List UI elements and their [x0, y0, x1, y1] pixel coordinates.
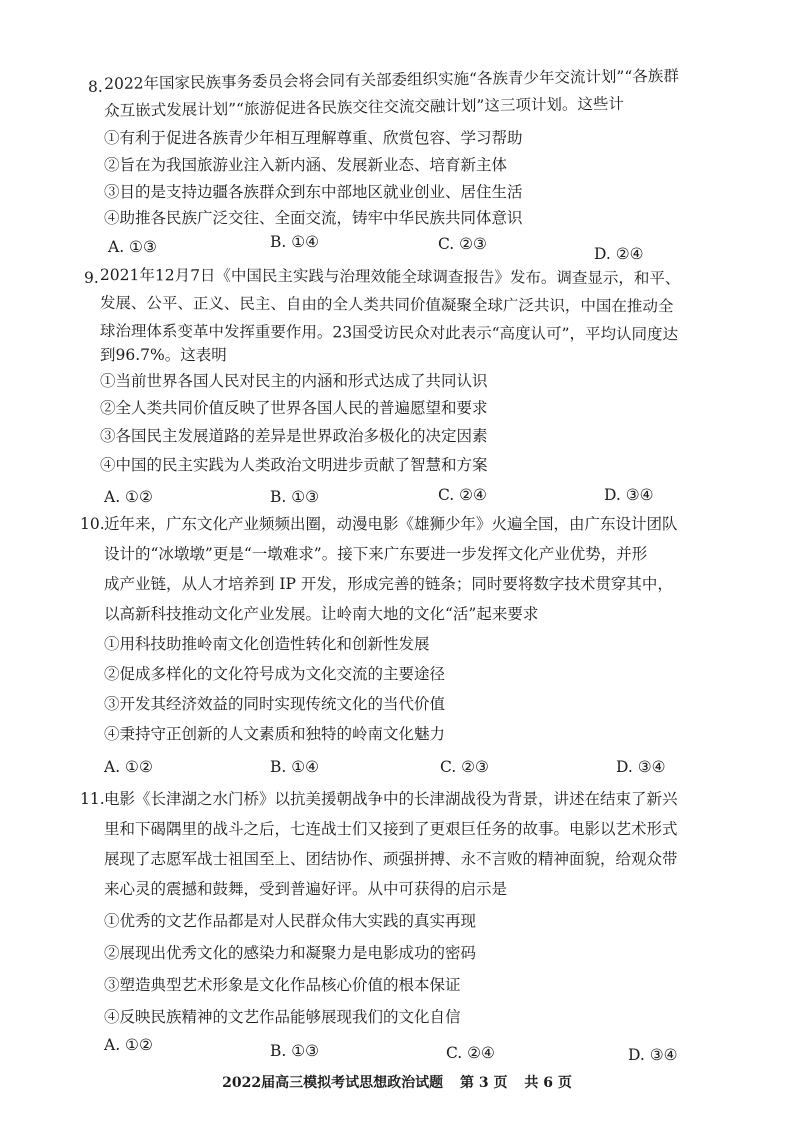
option-statement: ③开发其经济效益的同时实现传统文化的当代价值 [104, 695, 446, 713]
question-stem-line: 里和下碣隅里的战斗之后，七连战士们又接到了更艰巨任务的故事。电影以艺术形式 [104, 820, 678, 838]
option-statement: ③目的是支持边疆各族群众到东中部地区就业创业、居住生活 [104, 183, 523, 201]
answer-choice-a: A. ①② [104, 1036, 153, 1054]
question-stem-line: 成产业链，从人才培养到 IP 开发，形成完善的链条；同时要将数字技术贯穿其中， [104, 575, 673, 593]
question-stem-line: 近年来，广东文化产业频频出圈，动漫电影《雄狮少年》火遍全国，由广东设计团队 [104, 515, 678, 533]
question-stem-line: 来心灵的震撼和鼓舞，受到普遍好评。从中可获得的启示是 [104, 880, 508, 898]
option-statement: ④秉持守正创新的人文素质和独特的岭南文化魅力 [104, 725, 446, 743]
answer-choice-c: C. ②④ [446, 1044, 495, 1062]
answer-choice-b: B. ①③ [270, 488, 320, 506]
question-stem-line: 2022年国家民族事务委员会将会同有关部委组织实施“各族青少年交流计划”“各族群 [104, 66, 679, 93]
question-stem-line: 到96.7%。这表明 [100, 346, 227, 364]
page-footer [0, 1072, 794, 1092]
option-statement: ②促成多样化的文化符号成为文化交流的主要途径 [104, 665, 446, 683]
answer-choice-c: C. ②④ [438, 486, 487, 504]
answer-choice-b: B. ①④ [270, 233, 320, 251]
option-statement: ④助推各民族广泛交往、全面交流，铸牢中华民族共同体意识 [104, 209, 523, 227]
option-statement: ①当前世界各国人民对民主的内涵和形式达成了共同认识 [100, 372, 488, 390]
question-number: 8. [88, 78, 103, 96]
option-statement: ②展现出优秀文化的感染力和凝聚力是电影成功的密码 [104, 944, 477, 962]
page-number: 第 3 页 [459, 1075, 508, 1091]
question-stem-line: 展现了志愿军战士祖国至上、团结协作、顽强拼搏、永不言败的精神面貌，给观众带 [104, 850, 678, 868]
option-statement: ①有利于促进各族青少年相互理解尊重、欣赏包容、学习帮助 [104, 129, 523, 147]
option-statement: ②旨在为我国旅游业注入新内涵、发展新业态、培育新主体 [104, 156, 508, 174]
answer-choice-a: A. ①② [104, 758, 153, 776]
option-statement: ③塑造典型艺术形象是文化作品核心价值的根本保证 [104, 976, 461, 994]
answer-choice-c: C. ②③ [438, 235, 487, 253]
option-statement: ④中国的民主实践为人类政治文明进步贡献了智慧和方案 [100, 456, 488, 474]
question-number: 9. [84, 269, 99, 287]
answer-choice-d: D. ②④ [594, 245, 644, 263]
question-stem-line: 众互嵌式发展计划”“旅游促进各民族交往交流交融计划”这三项计划。这些计 [104, 94, 625, 120]
answer-choice-d: D. ③④ [616, 758, 666, 776]
option-statement: ①优秀的文艺作品都是对人民群众伟大实践的真实再现 [104, 912, 477, 930]
option-statement: ①用科技助推岭南文化创造性转化和创新性发展 [104, 635, 430, 653]
option-statement: ④反映民族精神的文艺作品能够展现我们的文化自信 [104, 1008, 461, 1026]
option-statement: ③各国民主发展道路的差异是世界政治多极化的决定因素 [100, 427, 488, 445]
question-stem-line: 电影《长津湖之水门桥》以抗美援朝战争中的长津湖战役为背景，讲述在结束了新兴 [104, 790, 678, 808]
option-statement: ②全人类共同价值反映了世界各国人民的普遍愿望和要求 [100, 399, 488, 417]
answer-choice-d: D. ③④ [628, 1046, 678, 1064]
answer-choice-d: D. ③④ [604, 486, 654, 504]
answer-choice-a: A. ①② [104, 488, 153, 506]
answer-choice-a: A. ①③ [108, 238, 157, 256]
answer-choice-b: B. ①④ [270, 758, 320, 776]
answer-choice-c: C. ②③ [440, 758, 489, 776]
exam-title: 2022届高三模拟考试思想政治试题 [222, 1075, 444, 1091]
question-number: 10. [80, 515, 105, 533]
question-stem-line: 球治理体系变革中发挥重要作用。23国受访民众对此表示“高度认可”，平均认同度达 [99, 321, 679, 344]
question-stem-line: 设计的“冰墩墩”更是“一墩难求”。接下来广东要进一步发挥文化产业优势，并形 [104, 545, 648, 563]
question-stem-line: 2021年12月7日《中国民主实践与治理效能全球调查报告》发布。调查显示，和平、 [99, 265, 681, 288]
question-stem-line: 以高新科技推动文化产业发展。让岭南大地的文化“活”起来要求 [104, 605, 539, 623]
question-stem-line: 发展、公平、正义、民主、自由的全人类共同价值凝聚全球广泛共识，中国在推动全 [99, 293, 674, 316]
page-total: 共 6 页 [524, 1075, 572, 1091]
answer-choice-b: B. ①③ [270, 1042, 320, 1060]
question-number: 11. [80, 790, 105, 808]
